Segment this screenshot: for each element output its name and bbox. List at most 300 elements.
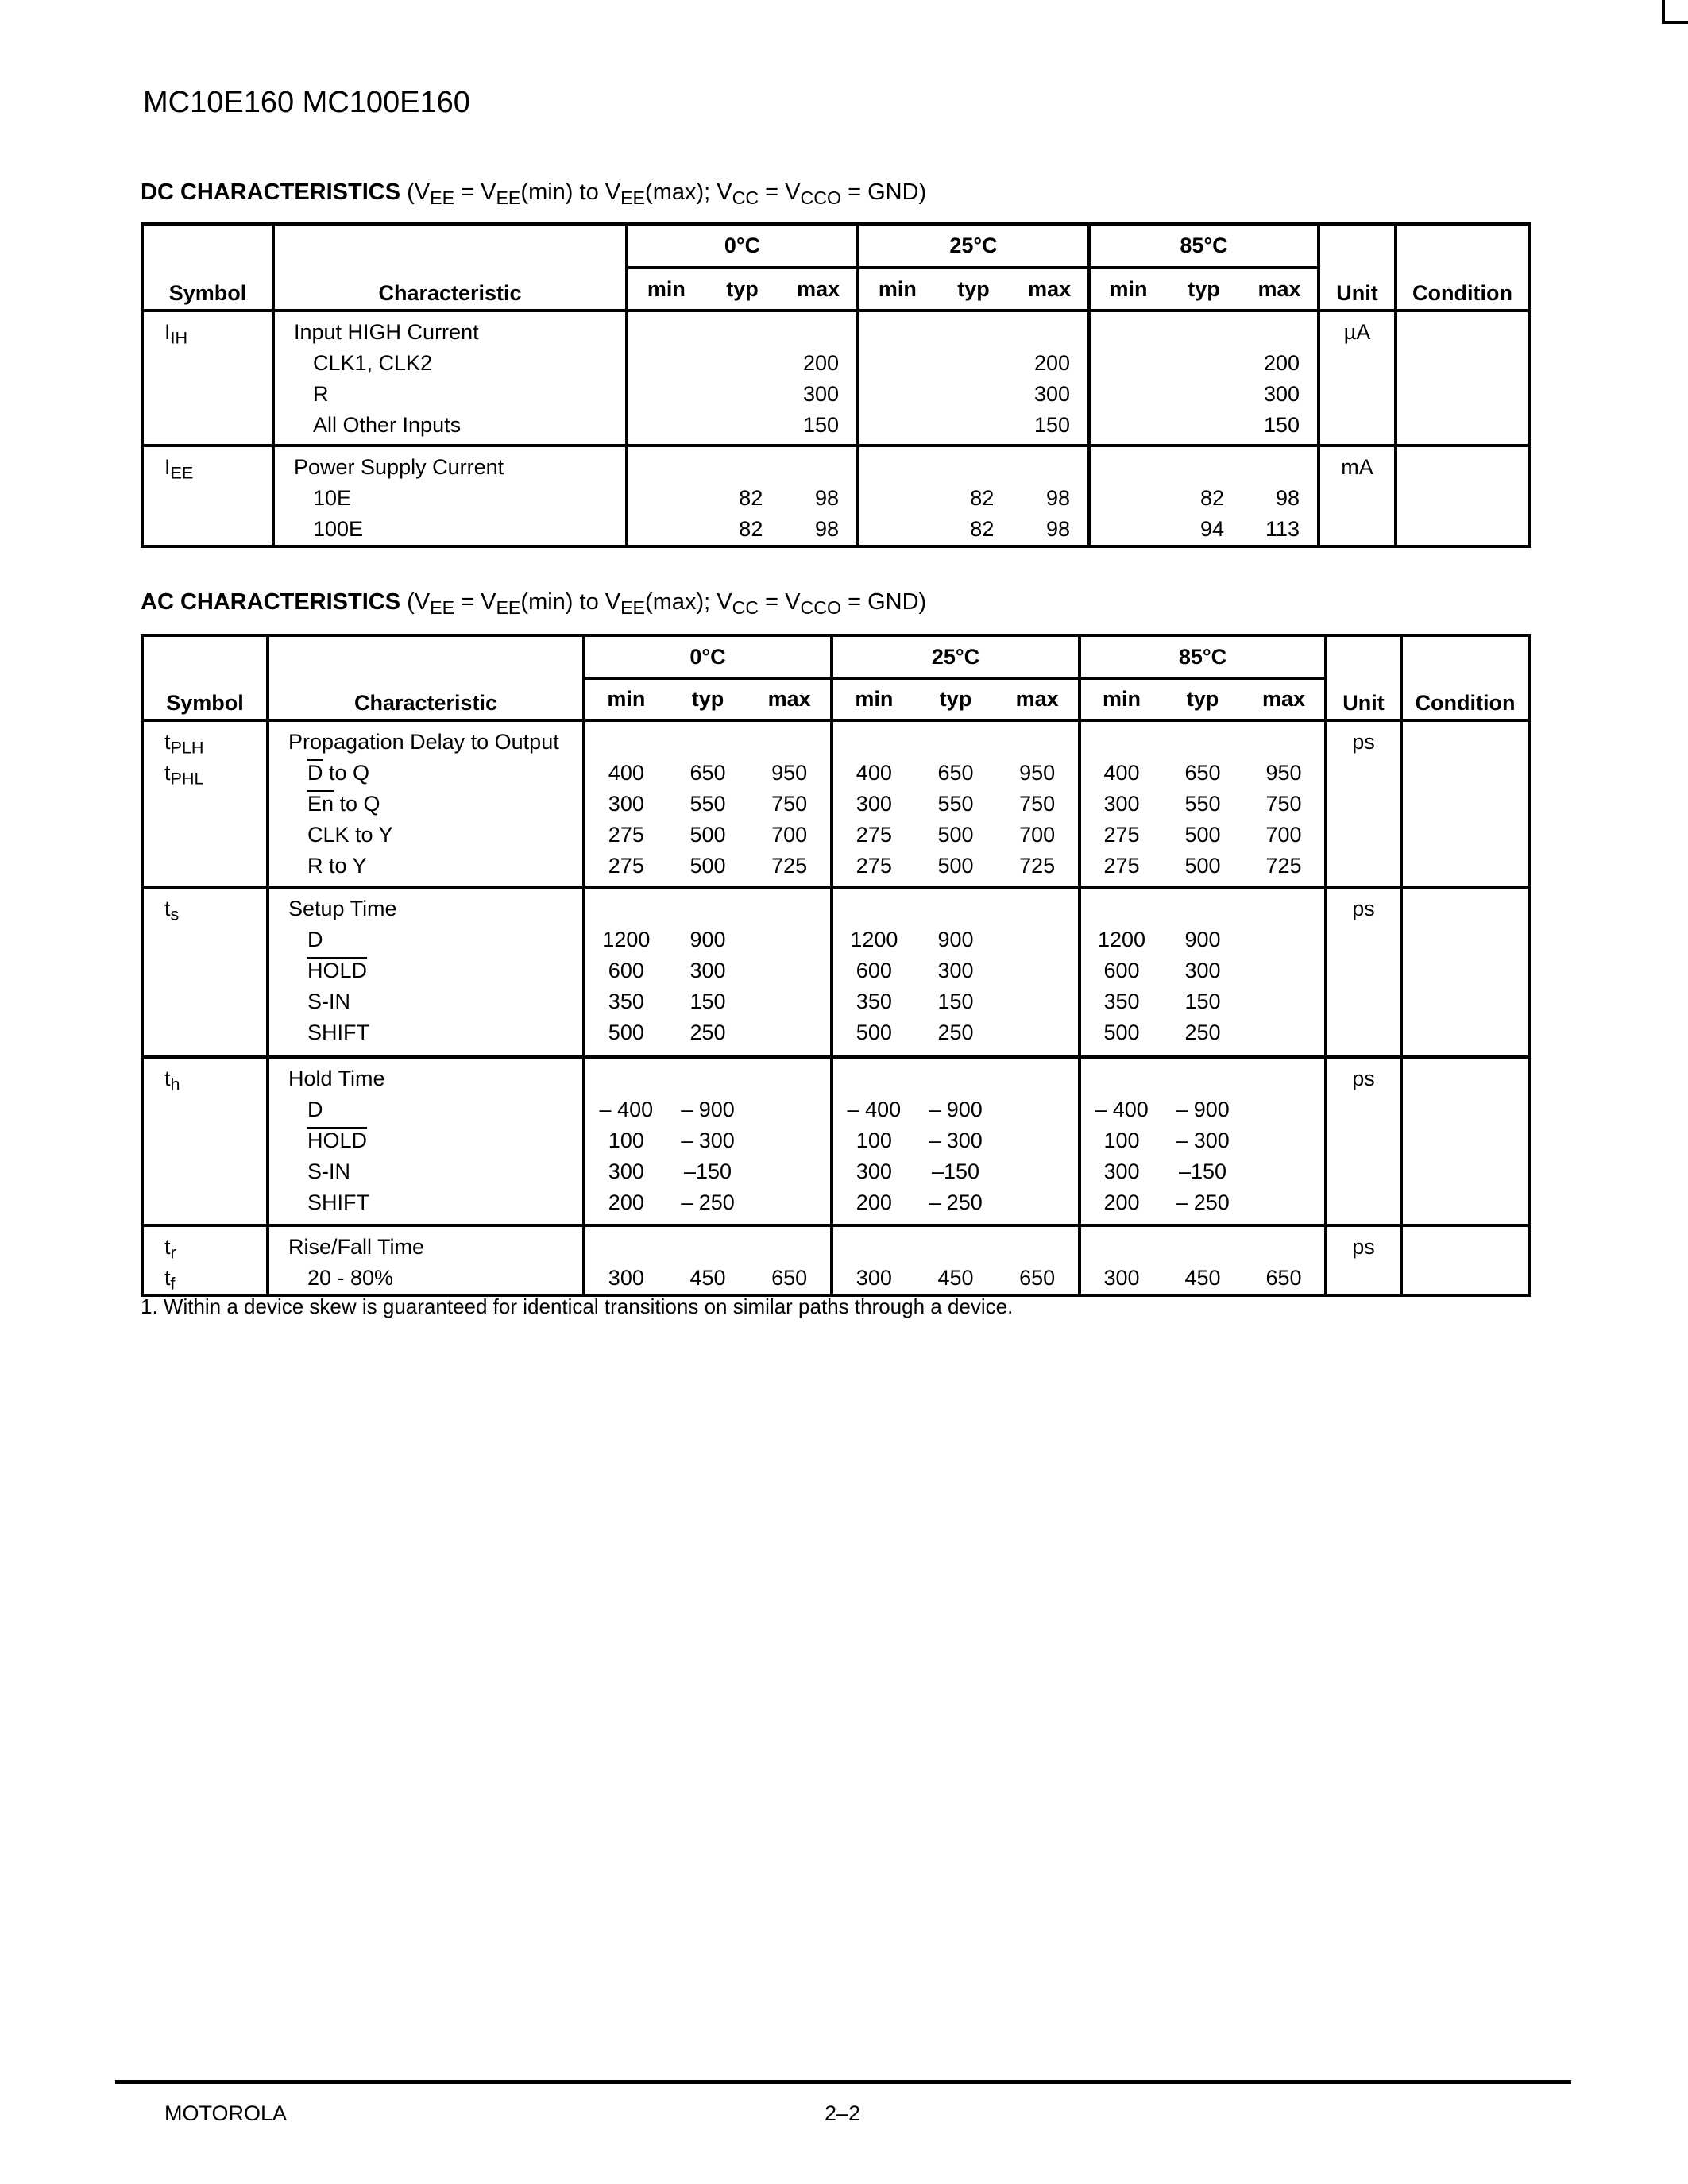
subheader-group xyxy=(585,687,830,712)
value-max xyxy=(996,1187,1078,1218)
characteristic-line xyxy=(288,1094,582,1125)
value-max xyxy=(1243,986,1324,1017)
value-max xyxy=(996,986,1078,1017)
ac-heading-conditions xyxy=(407,589,927,618)
condition-text: (max); V xyxy=(645,589,732,615)
value-max xyxy=(748,1125,830,1156)
value-typ xyxy=(667,727,749,758)
value-typ: 450 xyxy=(689,1266,726,1290)
characteristic-line xyxy=(288,1063,582,1094)
symbol xyxy=(164,1063,266,1094)
characteristic-line xyxy=(288,893,582,924)
value-max: 650 xyxy=(1019,1266,1056,1290)
value-row xyxy=(1081,1125,1324,1156)
unit-value: µA xyxy=(1343,320,1371,344)
characteristic-label: 20 - 80% xyxy=(307,1266,394,1290)
values-cell-0c xyxy=(584,1057,832,1225)
condition-text: = V xyxy=(759,179,801,205)
characteristic-line xyxy=(288,758,582,789)
overlined-signal: HOLD xyxy=(307,1129,368,1152)
value-lines xyxy=(1081,1059,1324,1218)
unit-value: mA xyxy=(1341,455,1373,479)
value-min xyxy=(1091,317,1166,348)
condition-header xyxy=(1396,224,1529,311)
value-typ: 550 xyxy=(689,792,726,816)
characteristic-label: Rise/Fall Time xyxy=(288,1235,425,1259)
value-row xyxy=(833,986,1078,1017)
characteristic-cell xyxy=(268,720,584,887)
value-typ: 900 xyxy=(1184,928,1221,951)
symbol-subscript: s xyxy=(170,904,180,924)
characteristic-label: R to Y xyxy=(307,854,367,878)
value-max xyxy=(996,893,1078,924)
characteristic-line xyxy=(288,1125,582,1156)
value-row xyxy=(585,789,830,820)
symbol xyxy=(164,1263,266,1294)
values-cell-85c xyxy=(1089,311,1319,446)
symbol-lines xyxy=(144,722,266,789)
value-row xyxy=(1091,514,1317,545)
value-min xyxy=(1091,483,1166,514)
value-min xyxy=(859,452,936,483)
value-max: 150 xyxy=(1033,413,1071,437)
condition-text: = V xyxy=(454,589,496,615)
value-row xyxy=(833,1125,1078,1156)
table-row-group xyxy=(142,311,1529,446)
characteristic-label: Input HIGH Current xyxy=(294,320,479,344)
value-lines xyxy=(585,1227,830,1294)
value-lines xyxy=(1081,889,1324,1048)
symbol-header-label: Symbol xyxy=(166,691,244,715)
value-max: 98 xyxy=(1045,486,1071,510)
characteristic-line xyxy=(294,514,625,545)
value-typ xyxy=(667,893,749,924)
value-typ: 250 xyxy=(689,1021,726,1044)
value-typ: 500 xyxy=(1184,854,1221,878)
subheader-typ: typ xyxy=(691,687,724,711)
symbol-lines xyxy=(144,447,272,483)
value-row xyxy=(859,410,1087,441)
characteristic-line xyxy=(288,924,582,955)
condition-text: EE xyxy=(496,187,521,208)
characteristic-line xyxy=(288,851,582,882)
value-typ: 900 xyxy=(689,928,726,951)
value-min: 500 xyxy=(1103,1021,1140,1044)
value-min: 300 xyxy=(856,1160,892,1183)
value-typ xyxy=(915,893,997,924)
value-min: 600 xyxy=(856,959,892,982)
value-min xyxy=(628,452,705,483)
value-typ: 82 xyxy=(739,486,763,510)
value-typ xyxy=(915,1232,997,1263)
value-typ: –150 xyxy=(683,1160,732,1183)
value-typ: 450 xyxy=(1184,1266,1221,1290)
value-min xyxy=(1081,893,1162,924)
value-row xyxy=(1081,1017,1324,1048)
value-row xyxy=(1081,1094,1324,1125)
value-min: 1200 xyxy=(1097,928,1146,951)
values-cell-25c xyxy=(832,720,1080,887)
symbol-cell xyxy=(142,720,268,887)
condition-header-label: Condition xyxy=(1415,691,1516,715)
value-max xyxy=(996,1094,1078,1125)
condition-cell xyxy=(1401,720,1529,887)
table-row-group xyxy=(142,887,1529,1057)
value-min: 275 xyxy=(1103,854,1140,878)
subheader-cell xyxy=(832,678,1080,720)
value-max xyxy=(748,1187,830,1218)
value-max: 98 xyxy=(814,517,840,541)
characteristic-header xyxy=(268,635,584,720)
value-row xyxy=(628,483,856,514)
value-min: 1200 xyxy=(602,928,651,951)
header-row-temps xyxy=(142,635,1529,678)
value-max: 200 xyxy=(1263,351,1300,375)
value-typ xyxy=(705,410,781,441)
value-row xyxy=(585,986,830,1017)
value-max: 98 xyxy=(814,486,840,510)
temp-header: 0°C xyxy=(627,224,858,268)
characteristic-line xyxy=(288,1017,582,1048)
value-min xyxy=(859,514,936,545)
characteristic-lines xyxy=(269,889,582,1048)
values-cell-85c xyxy=(1080,1057,1326,1225)
value-min xyxy=(585,1063,667,1094)
value-typ: 550 xyxy=(937,792,974,816)
value-min xyxy=(859,317,936,348)
value-row xyxy=(628,452,856,483)
value-typ: – 250 xyxy=(929,1190,983,1214)
value-min xyxy=(1091,452,1166,483)
value-typ: 650 xyxy=(937,761,974,785)
value-row xyxy=(585,1187,830,1218)
condition-text: CCO xyxy=(800,187,842,208)
symbol xyxy=(164,727,266,758)
characteristic-label: D xyxy=(307,928,323,951)
value-row xyxy=(585,924,830,955)
characteristic-label: SHIFT xyxy=(307,1190,369,1214)
value-min: 100 xyxy=(608,1129,644,1152)
symbol-base: I xyxy=(164,455,171,479)
value-row xyxy=(1091,379,1317,410)
unit-header xyxy=(1326,635,1401,720)
value-row xyxy=(833,893,1078,924)
values-cell-0c xyxy=(584,720,832,887)
subheader-cell xyxy=(584,678,832,720)
value-row xyxy=(1081,924,1324,955)
value-min: 350 xyxy=(856,990,892,1013)
unit-lines xyxy=(1320,447,1394,483)
symbol-header xyxy=(142,224,273,311)
value-row xyxy=(628,317,856,348)
value-typ: – 900 xyxy=(1176,1098,1230,1121)
value-typ: 82 xyxy=(970,517,995,541)
symbol xyxy=(164,452,272,483)
table-row-group xyxy=(142,1057,1529,1225)
value-typ: 300 xyxy=(1184,959,1221,982)
value-max: 300 xyxy=(1033,382,1071,406)
value-typ xyxy=(936,410,1012,441)
value-min: 600 xyxy=(1103,959,1140,982)
value-typ xyxy=(1162,727,1243,758)
value-row xyxy=(1081,955,1324,986)
characteristic-line xyxy=(288,1156,582,1187)
value-max xyxy=(1243,1156,1324,1187)
value-min: 300 xyxy=(1103,1160,1140,1183)
characteristic-label: S-IN xyxy=(307,1160,350,1183)
value-min: – 400 xyxy=(599,1098,654,1121)
symbol-cell xyxy=(142,1225,268,1295)
symbol-subscript: IH xyxy=(170,327,188,348)
characteristic-line xyxy=(294,379,625,410)
value-typ xyxy=(705,317,781,348)
value-row xyxy=(1081,1263,1324,1294)
symbol xyxy=(164,758,266,789)
characteristic-line xyxy=(294,317,625,348)
dc-heading-bold: DC CHARACTERISTICS xyxy=(141,179,401,205)
value-typ: 500 xyxy=(937,854,974,878)
characteristic-label xyxy=(288,959,367,982)
characteristic-lines xyxy=(269,722,582,882)
value-typ: – 300 xyxy=(681,1129,735,1152)
value-row xyxy=(1081,758,1324,789)
characteristic-lines xyxy=(269,1059,582,1218)
page-title: MC10E160 MC100E160 xyxy=(143,86,470,119)
subheader-group xyxy=(833,687,1078,712)
value-row xyxy=(585,1156,830,1187)
value-max xyxy=(1243,1125,1324,1156)
value-max: 700 xyxy=(771,823,808,847)
condition-cell xyxy=(1396,446,1529,546)
value-min: 400 xyxy=(1103,761,1140,785)
value-min xyxy=(1081,1232,1162,1263)
symbol-cell xyxy=(142,446,273,546)
symbol-base: t xyxy=(164,730,171,754)
value-max xyxy=(996,1125,1078,1156)
value-typ: – 250 xyxy=(1176,1190,1230,1214)
condition-cell xyxy=(1396,311,1529,446)
value-row xyxy=(585,1063,830,1094)
subheader-min: min xyxy=(855,687,894,711)
unit-value: ps xyxy=(1352,1235,1375,1259)
characteristic-label: Propagation Delay to Output xyxy=(288,730,559,754)
characteristic-label: Hold Time xyxy=(288,1067,385,1090)
value-max xyxy=(748,1232,830,1263)
value-typ xyxy=(667,1063,749,1094)
value-row xyxy=(1091,317,1317,348)
characteristic-header xyxy=(273,224,627,311)
value-max xyxy=(996,924,1078,955)
subheader-typ: typ xyxy=(939,687,972,711)
condition-header-label: Condition xyxy=(1412,281,1512,305)
characteristic-label: R xyxy=(313,382,329,406)
value-max xyxy=(1011,452,1087,483)
value-lines xyxy=(859,312,1087,441)
condition-text: CC xyxy=(732,187,759,208)
value-min xyxy=(1081,1063,1162,1094)
symbol-base: I xyxy=(164,320,171,344)
value-row xyxy=(1081,1187,1324,1218)
characteristic-cell xyxy=(268,887,584,1057)
unit-lines xyxy=(1320,312,1394,348)
characteristic-label: $\overline{En}$ to Q xyxy=(307,792,380,816)
value-typ xyxy=(936,452,1012,483)
value-max xyxy=(780,317,856,348)
values-cell-85c xyxy=(1080,1225,1326,1295)
subheader-max: max xyxy=(797,276,840,301)
value-min: 275 xyxy=(856,854,892,878)
value-min: – 400 xyxy=(1095,1098,1149,1121)
value-max: 200 xyxy=(1033,351,1071,375)
unit-cell xyxy=(1319,446,1396,546)
value-max xyxy=(748,1156,830,1187)
characteristic-lines xyxy=(275,447,625,545)
characteristic-label: 100E xyxy=(313,517,364,541)
value-max: 725 xyxy=(771,854,808,878)
value-max: 950 xyxy=(1265,761,1302,785)
value-typ: 500 xyxy=(689,854,726,878)
value-typ: –150 xyxy=(1178,1160,1227,1183)
symbol-cell xyxy=(142,311,273,446)
values-cell-25c xyxy=(832,1057,1080,1225)
value-typ: 500 xyxy=(1184,823,1221,847)
unit-cell xyxy=(1326,887,1401,1057)
characteristic-cell xyxy=(268,1057,584,1225)
value-row xyxy=(585,1125,830,1156)
characteristic-line xyxy=(294,348,625,379)
subheader-min: min xyxy=(878,276,917,301)
value-typ: 82 xyxy=(739,517,763,541)
value-row xyxy=(859,514,1087,545)
subheader-typ: typ xyxy=(1186,687,1219,711)
symbol-subscript: h xyxy=(170,1074,180,1094)
value-lines xyxy=(833,722,1078,882)
value-max xyxy=(1243,1017,1324,1048)
value-row xyxy=(833,820,1078,851)
value-row xyxy=(833,789,1078,820)
value-row xyxy=(1081,1063,1324,1094)
value-min xyxy=(833,1232,915,1263)
symbol-cell xyxy=(142,1057,268,1225)
value-typ xyxy=(1162,1063,1243,1094)
condition-text: (V xyxy=(407,179,431,205)
characteristic-line xyxy=(288,986,582,1017)
value-min: – 400 xyxy=(847,1098,902,1121)
value-typ: 82 xyxy=(970,486,995,510)
symbol xyxy=(164,1232,266,1263)
footnote: 1. Within a device skew is guaranteed for identical transitions on similar paths through a device. xyxy=(141,1295,1014,1318)
unit-header-label: Unit xyxy=(1336,281,1378,305)
characteristic-line xyxy=(288,1232,582,1263)
value-row xyxy=(833,758,1078,789)
value-lines xyxy=(585,889,830,1048)
ac-heading-bold: AC CHARACTERISTICS xyxy=(141,589,401,615)
value-min: 500 xyxy=(608,1021,644,1044)
value-row xyxy=(585,893,830,924)
condition-text: (V xyxy=(407,589,431,615)
value-row xyxy=(1081,851,1324,882)
value-min: 400 xyxy=(608,761,644,785)
value-min: 100 xyxy=(856,1129,892,1152)
value-row xyxy=(833,1232,1078,1263)
value-max xyxy=(1243,924,1324,955)
value-min: 350 xyxy=(608,990,644,1013)
value-row xyxy=(859,379,1087,410)
unit-cell xyxy=(1319,311,1396,446)
values-cell-25c xyxy=(832,887,1080,1057)
characteristic-label: All Other Inputs xyxy=(313,413,462,437)
value-min: 275 xyxy=(608,854,644,878)
value-typ xyxy=(936,379,1012,410)
subheader-min: min xyxy=(1102,687,1141,711)
temp-header: 85°C xyxy=(1080,635,1326,678)
value-typ: 250 xyxy=(1184,1021,1221,1044)
value-lines xyxy=(1081,722,1324,882)
value-max: 750 xyxy=(1019,792,1056,816)
value-max xyxy=(996,1017,1078,1048)
value-typ: 150 xyxy=(1184,990,1221,1013)
value-row xyxy=(833,1187,1078,1218)
condition-text: EE xyxy=(430,596,455,618)
value-max: 98 xyxy=(1045,517,1071,541)
value-typ xyxy=(936,317,1012,348)
condition-text: EE xyxy=(620,187,646,208)
value-min xyxy=(585,893,667,924)
value-typ: 650 xyxy=(1184,761,1221,785)
subheader-max: max xyxy=(767,687,811,711)
dc-characteristics-table xyxy=(141,222,1531,548)
value-typ xyxy=(705,348,781,379)
characteristic-cell xyxy=(273,311,627,446)
condition-text: EE xyxy=(496,596,521,618)
characteristic-line xyxy=(288,1263,582,1294)
value-min: 350 xyxy=(1103,990,1140,1013)
value-max xyxy=(1243,1063,1324,1094)
value-max: 700 xyxy=(1265,823,1302,847)
value-min: 200 xyxy=(856,1190,892,1214)
subheader-max: max xyxy=(1261,687,1306,711)
overlined-signal: $\overline{En}$ xyxy=(307,792,334,816)
characteristic-cell xyxy=(273,446,627,546)
value-row xyxy=(833,1017,1078,1048)
value-typ: 500 xyxy=(937,823,974,847)
characteristic-label: CLK to Y xyxy=(307,823,393,847)
value-min: 200 xyxy=(608,1190,644,1214)
value-min xyxy=(1091,410,1166,441)
value-row xyxy=(833,1263,1078,1294)
value-typ: – 300 xyxy=(1176,1129,1230,1152)
value-min: 200 xyxy=(1103,1190,1140,1214)
subheader-max: max xyxy=(1015,687,1059,711)
symbol-base: t xyxy=(164,761,171,785)
value-typ xyxy=(1166,317,1242,348)
value-typ: 150 xyxy=(689,990,726,1013)
unit-cell xyxy=(1326,1057,1401,1225)
value-typ: 150 xyxy=(937,990,974,1013)
condition-text: = V xyxy=(759,589,801,615)
characteristic-label: 10E xyxy=(313,486,352,510)
value-typ xyxy=(936,348,1012,379)
value-typ xyxy=(705,379,781,410)
value-lines xyxy=(859,447,1087,545)
value-row xyxy=(859,452,1087,483)
value-row xyxy=(833,955,1078,986)
header-row-temps xyxy=(142,224,1529,268)
table-row-group xyxy=(142,1225,1529,1295)
value-typ xyxy=(1162,893,1243,924)
value-lines xyxy=(833,889,1078,1048)
value-min xyxy=(1091,514,1166,545)
